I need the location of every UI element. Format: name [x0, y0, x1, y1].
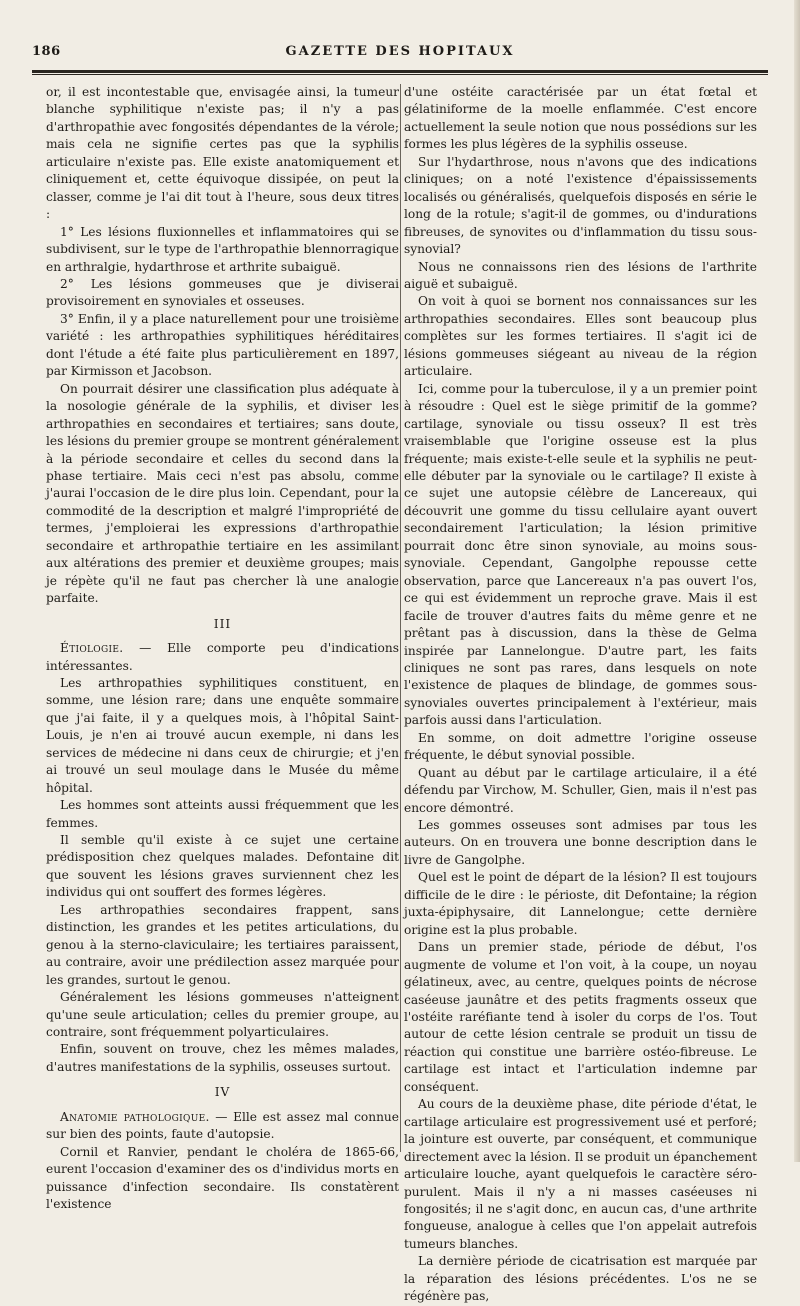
paragraph: Les arthropathies syphilitiques constituent, en somme, une lésion rare; dans une enquête sommaire que j'ai faite, il y a quelques mois, à l'hôpital Saint-Louis, je n'en ai trouvé aucun exemple, ni dans les services de médecine ni dans ceux de chirurgie; et j'en ai trouvé un seul moulage dans le Musée du même hôpital.: [46, 675, 399, 795]
paragraph: Les arthropathies secondaires frappent, sans distinction, les grandes et les petites articulations, du genou à la sterno-claviculaire; les tertiaires paraissent, au contraire, avoir une prédilection assez marquée pour les grandes, surtout le genou.: [46, 902, 399, 987]
paragraph: Il semble qu'il existe à ce sujet une certaine prédisposition chez quelques malades. Defontaine dit que souvent les lésions graves surviennent chez les individus qui ont souffert des formes légères.: [46, 833, 399, 900]
journal-title: GAZETTE DES HOPITAUX: [285, 44, 515, 59]
paragraph: Ici, comme pour la tuberculose, il y a un premier point à résoudre : Quel est le siège primitif de la gomme? cartilage, synoviale ou tissu osseux? Il est très vraisemblable que l'origine osseuse est la plus fréquente; mais existe-t-elle seule et la syphilis ne peut-elle débuter par la synoviale ou le cartilage? Il existe à ce sujet une autopsie célèbre de Lancereaux, qui découvrit une gomme du tissu cellulaire ayant ouvert secondairement l'articulation; la lésion primitive pourrait donc être sinon synoviale, au moins sous-synoviale. Cependant, Gangolphe repousse cette observation, parce que Lancereaux n'a pas ouvert l'os, ce qui est évidemment un reproche grave. Mais il est facile de trouver d'autres faits du même genre et ne prêtant pas à discussion, dans la thèse de Gelma inspirée par Lannelongue. D'autre part, les faits cliniques ne sont pas rares, dans lesquels on note l'existence de plaques de blindage, de gommes sous-synoviales ouvertes principalement à l'extérieur, mais parfois aussi dans l'articulation.: [404, 381, 757, 728]
paragraph: Les hommes sont atteints aussi fréquemment que les femmes.: [46, 798, 399, 830]
paragraph: En somme, on doit admettre l'origine osseuse fréquente, le début synovial possible.: [404, 730, 757, 763]
page-number: 186: [32, 44, 61, 59]
column-divider: [400, 84, 401, 1152]
page-header: [32, 44, 768, 64]
page-edge: [794, 0, 800, 1162]
section-lead-paragraph: [46, 1109, 399, 1144]
paragraph: La dernière période de cicatrisation est marquée par la réparation des lésions précédentes. L'os ne se régénère pas,: [404, 1254, 757, 1304]
paragraph: Nous ne connaissons rien des lésions de l'arthrite aiguë et subaiguë.: [404, 259, 757, 291]
paragraph: On voit à quoi se bornent nos connaissances sur les arthropathies secondaires. Elles sont beaucoup plus complètes sur les formes tertiaires. Il s'agit ici de lésions gommeuses siégeant au niveau de la région articulaire.: [404, 294, 757, 379]
header-rule: [32, 70, 768, 75]
paragraph: Les gommes osseuses sont admises par tous les auteurs. On en trouvera une bonne description dans le livre de Gangolphe.: [404, 818, 757, 867]
section-numeral-iv: IV: [214, 1085, 231, 1100]
section-numeral-iii: III: [213, 616, 232, 631]
paragraph: On pourrait désirer une classification plus adéquate à la nosologie générale de la syphilis, et diviser les arthropathies en secondaires et tertiaires; sans doute, les lésions du premier groupe se montrent généralement à la période secondaire et celles du second dans la phase tertiaire. Mais ceci n'est pas absolu, comme j'aurai l'occasion de le dire plus loin. Cependant, pour la commodité de la description et malgré l'impropriété de termes, j'emploierai les expressions d'arthropathie secondaire et arthropathie tertiaire en les assimilant aux altérations des premier et deuxième groupes; mais je répète qu'il ne faut pas chercher là une analogie parfaite.: [46, 381, 399, 606]
section-heading-anatomie: Anatomie pathologique.: [60, 1109, 210, 1124]
paragraph: d'une ostéite caractérisée par un état fœtal et gélatiniforme de la moelle enflammée. C'est encore actuellement la seule notion que nous possédions sur les formes les plus légères de la syphilis osseuse.: [404, 85, 757, 152]
left-column: [46, 84, 399, 1212]
list-item: 3° Enfin, il y a place naturellement pour une troisième variété : les arthropathies syphilitiques héréditaires dont l'étude a été faite plus particulièrement en 1897, par Kirmisson et Jacobson.: [46, 311, 399, 379]
paragraph: Dans un premier stade, période de début, l'os augmente de volume et l'on voit, à la coupe, un noyau gélatineux, avec, au centre, quelques points de nécrose caséeuse jaunâtre et des petits fragments osseux que l'ostéite raréfiante tend à isoler du corps de l'os. Tout autour de cette lésion centrale se produit un tissu de réaction qui constitue une barrière ostéo-fibreuse. Le cartilage est intact et l'articulation indemne par conséquent.: [404, 940, 757, 1094]
paragraph: Sur l'hydarthrose, nous n'avons que des indications cliniques; on a noté l'existence d'épaississements localisés ou généralisés, quelquefois disposés en série le long de la rotule; s'agit-il de gommes, ou d'indurations fibreuses, de synovites ou d'inflammation du tissu sous-synovial?: [404, 154, 757, 257]
section-heading-etiologie: Étiologie.: [60, 641, 124, 656]
paragraph: Cornil et Ranvier, pendant le choléra de 1865-66, eurent l'occasion d'examiner des os d'individus morts en puissance d'infection secondaire. Ils constatèrent l'existence: [46, 1144, 399, 1212]
paragraph: Enfin, souvent on trouve, chez les mêmes malades, d'autres manifestations de la syphilis, osseuses surtout.: [46, 1042, 399, 1074]
paragraph-text: — Elle est assez mal connue sur bien des points, faute d'autopsie.: [46, 1109, 399, 1142]
list-item: 2° Les lésions gommeuses que je diviserai provisoirement en synoviales et osseuses.: [46, 276, 399, 309]
paragraph: Au cours de la deuxième phase, dite période d'état, le cartilage articulaire est progressivement usé et perforé; la jointure est ouverte, par conséquent, et communique directement avec la lésion. Il se produit un épanchement articulaire louche, ayant quelquefois le caractère séro-purulent. Mais il n'y a ni masses caséeuses ni fongosités; il ne s'agit donc, en aucun cas, d'une arthrite fongueuse, analogue à celles que l'on appelait autrefois tumeurs blanches.: [404, 1097, 757, 1251]
paragraph-text: — Elle comporte peu d'indications intéressantes.: [46, 641, 399, 673]
paragraph: Quant au début par le cartilage articulaire, il a été défendu par Virchow, M. Schuller, Gien, mais il n'est pas encore démontré.: [404, 765, 757, 815]
list-item: 1° Les lésions fluxionnelles et inflammatoires qui se subdivisent, sur le type de l'arthropathie blennorragique en arthralgie, hydarthrose et arthrite subaiguë.: [46, 224, 399, 274]
section-lead-paragraph: [46, 640, 399, 675]
paragraph: or, il est incontestable que, envisagée ainsi, la tumeur blanche syphilitique n'existe pas; il n'y a pas d'arthropathie avec fongosités dépendantes de la vérole; mais cela ne signifie certes pas que la syphilis articulaire n'existe pas. Elle existe anatomiquement et cliniquement et, cette équivoque dissipée, on peut la classer, comme je l'ai dit tout à l'heure, sous deux titres :: [46, 85, 399, 222]
right-column: [404, 84, 757, 1304]
paragraph: Généralement les lésions gommeuses n'atteignent qu'une seule articulation; celles du premier groupe, au contraire, sont fréquemment polyarticulaires.: [46, 990, 399, 1040]
paragraph: Quel est le point de départ de la lésion? Il est toujours difficile de le dire : le périoste, dit Defontaine; la région juxta-épiphysaire, dit Lannelongue; cette dernière origine est la plus probable.: [404, 870, 757, 937]
